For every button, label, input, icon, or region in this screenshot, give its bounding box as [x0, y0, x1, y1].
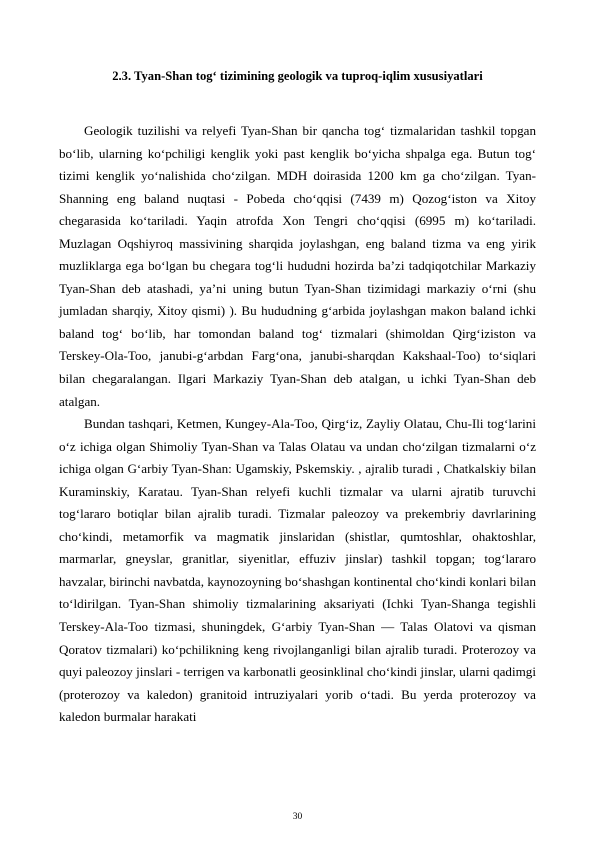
page-number: 30: [292, 812, 303, 822]
paragraph-geology-relief: Geologik tuzilishi va relyefi Tyan-Shan bir qancha tog‘ tizmalaridan tashkil topgan bo‘lib, ularning ko‘pchiligi kenglik yoki past kenglik bo‘yicha shpalga ega. Butun tog‘ tizimi kenglik yo‘nalishida cho‘zilgan. MDH doirasida 1200 km ga cho‘zilgan. Tyan-Shanning eng baland nuqtasi - Pobeda cho‘qqisi (7439 m) Qozog‘iston va Xitoy chegarasida ko‘tariladi. Yaqin atrofda Xon Tengri cho‘qqisi (6995 m) ko‘tariladi. Muzlagan Oqshiyroq massivining sharqida joylashgan, eng baland tizma va eng yirik muzliklarga ega bo‘lgan bu chegara tog‘li hududni hozirda ba’zi tadqiqotchilar Markaziy Tyan-Shan deb atashadi, ya’ni uning butun Tyan-Shan tizimidagi markaziy o‘rni (shu jumladan sharqiy, Xitoy qismi) ). Bu hududning g‘arbida joylashgan makon baland ichki baland tog‘ bo‘lib, har tomondan baland tog‘ tizmalari (shimoldan Qirg‘iziston va Terskey-Ola-Too, janubi-g‘arbdan Farg‘ona, janubi-sharqdan Kakshaal-Too) to‘siqlari bilan chegaralangan. Ilgari Markaziy Tyan-Shan deb atalgan, u ichki Tyan-Shan deb atalgan.: [59, 123, 536, 409]
paragraph-ranges-rocks: Bundan tashqari, Ketmen, Kungey-Ala-Too, Qirg‘iz, Zayliy Olatau, Chu-Ili tog‘larini o‘z ichiga olgan Shimoliy Tyan-Shan va Talas Olatau va undan cho‘zilgan tizmalarni o‘z ichiga olgan G‘arbiy Tyan-Shan: Ugamskiy, Pskemskiy. , ajralib turadi , Chatkalskiy bilan Kuraminskiy, Karatau. Tyan-Shan relyefi kuchli tizmalar va ularni ajratib turuvchi tog‘lararo botiqlar bilan ajralib turadi. Tizmalar paleozoy va prekembriy davrlarining cho‘kindi, metamorfik va magmatik jinslaridan (shistlar, qumtoshlar, ohaktoshlar, marmarlar, gneyslar, granitlar, siyenitlar, effuziv jinslar) tashkil topgan; tog‘lararo havzalar, birinchi navbatda, kaynozoyning bo‘shashgan kontinental cho‘kindi konlari bilan to‘ldirilgan. Tyan-Shan shimoliy tizmalarining aksariyati (Ichki Tyan-Shanga tegishli Terskey-Ala-Too tizmasi, shuningdek, G‘arbiy Tyan-Shan — Talas Olatovi va qisman Qoratov tizmalari) ko‘pchilikning keng rivojlanganligi bilan ajralib turadi. Proterozoy va quyi paleozoy jinslari - terrigen va karbonatli geosinklinal cho‘kindi jinslar, ularni qadimgi (proterozoy va kaledon) granitoid intruziyalari yorib o‘tadi. Bu yerda proterozoy va kaledon burmalar harakati: [59, 416, 536, 725]
body-text: [59, 120, 536, 729]
section-heading: 2.3. Tyan-Shan tog‘ tizimining geologik va tuproq-iqlim xususiyatlari: [112, 69, 483, 83]
